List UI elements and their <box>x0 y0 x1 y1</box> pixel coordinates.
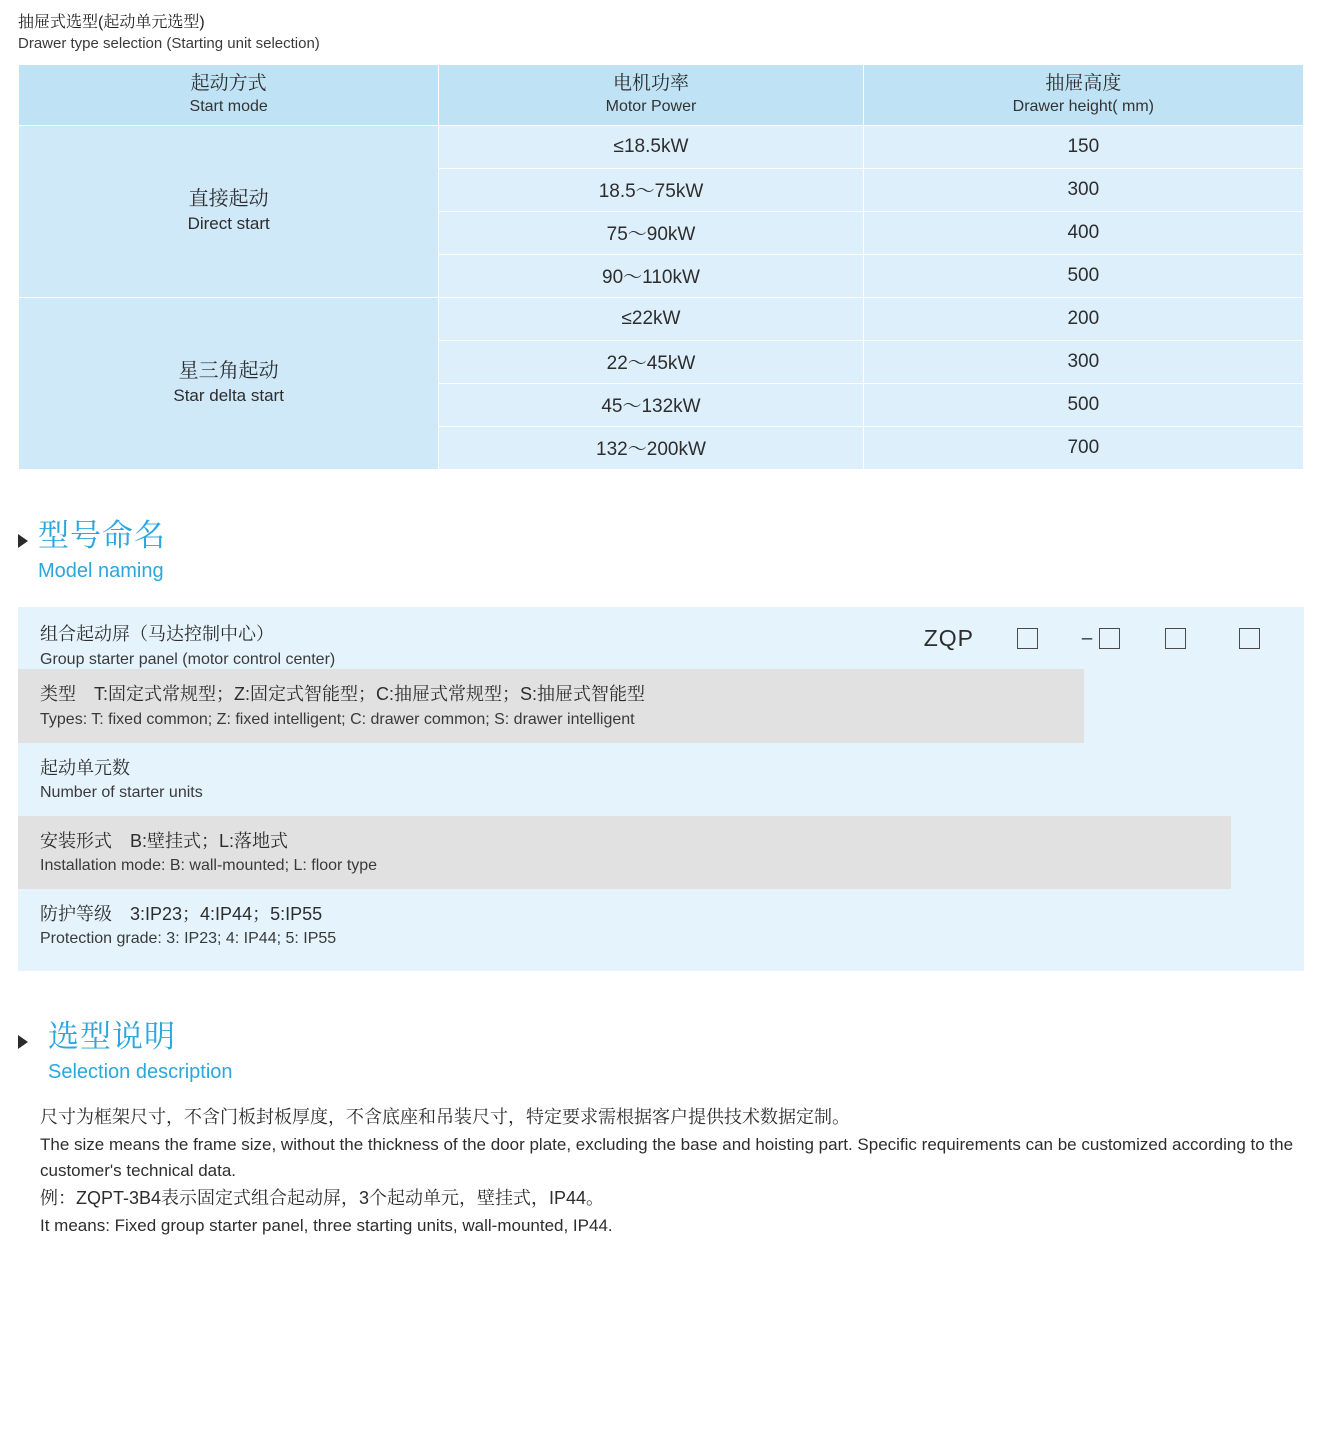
cell-mode-star-delta-cn: 星三角起动 <box>178 360 279 383</box>
header-motor-power-en: Motor Power <box>605 97 697 115</box>
cell-height: 300 <box>863 340 1303 383</box>
model-code-slot-type <box>990 628 1064 649</box>
cell-power: 18.5～75kW <box>439 168 863 211</box>
cell-height: 500 <box>863 383 1303 426</box>
naming-row-units-cn: 起动单元数 <box>40 757 130 778</box>
naming-row-units <box>18 743 1158 816</box>
model-naming-block <box>18 607 1304 970</box>
cell-height: 150 <box>863 125 1303 168</box>
selection-description-text <box>18 1104 1304 1239</box>
model-code-slot-install <box>1138 628 1212 649</box>
cell-height: 500 <box>863 254 1303 297</box>
model-code-slot-protection <box>1212 628 1286 649</box>
triangle-bullet-icon <box>18 1035 28 1049</box>
naming-row-types <box>18 669 1084 742</box>
naming-row-product-en: Group starter panel (motor control center) <box>40 650 336 668</box>
cell-mode-direct-start-en: Direct start <box>187 214 270 234</box>
table-caption-en: Drawer type selection (Starting unit selection) <box>18 34 320 52</box>
cell-height: 700 <box>863 426 1303 469</box>
header-motor-power <box>439 64 863 125</box>
naming-row-types-cn: 类型 T:固定式常规型；Z:固定式智能型；C:抽屉式常规型；S:抽屉式智能型 <box>40 684 646 705</box>
cell-power: ≤18.5kW <box>439 125 863 168</box>
cell-mode-direct-start <box>19 125 439 297</box>
desc-line-1-en: The size means the frame size, without the thickness of the door plate, excluding the base and hoisting part. Specific requirements can be customized according to the customer's technical data. <box>40 1135 1294 1181</box>
section-model-naming-heading <box>18 518 1304 586</box>
naming-row-product-cn: 组合起动屏（马达控制中心） <box>40 624 274 645</box>
cell-power: 132～200kW <box>439 426 863 469</box>
code-box-icon <box>1099 628 1120 649</box>
naming-row-product <box>18 607 1304 669</box>
naming-row-protection-cn: 防护等级 3:IP23；4:IP44；5:IP55 <box>40 904 323 925</box>
cell-power: 75～90kW <box>439 211 863 254</box>
table-header-row <box>19 64 1304 125</box>
naming-row-units-en: Number of starter units <box>40 783 203 801</box>
selection-title-en: Selection description <box>48 1061 233 1084</box>
model-code-prefix: ZQP <box>923 624 974 651</box>
selection-title-cn: 选型说明 <box>48 1018 176 1054</box>
desc-line-1-cn: 尺寸为框架尺寸，不含门板封板厚度，不含底座和吊装尺寸，特定要求需根据客户提供技术数据定制。 <box>40 1107 850 1128</box>
model-code-slot-units <box>1064 625 1138 653</box>
model-code-dash: – <box>1081 627 1093 649</box>
header-drawer-height <box>863 64 1303 125</box>
header-start-mode-en: Start mode <box>189 97 268 115</box>
naming-row-installation-en: Installation mode: B: wall-mounted; L: floor type <box>40 857 378 875</box>
cell-height: 200 <box>863 297 1303 340</box>
section-selection-heading <box>18 1019 1304 1087</box>
desc-line-2-cn: 例：ZQPT-3B4表示固定式组合起动屏，3个起动单元，壁挂式，IP44。 <box>40 1187 605 1208</box>
cell-power: 22～45kW <box>439 340 863 383</box>
table-caption-cn: 抽屉式选型(起动单元选型) <box>18 14 205 31</box>
naming-row-installation <box>18 816 1231 889</box>
table-row <box>19 297 1304 340</box>
naming-row-installation-cn: 安装形式 B:壁挂式；L:落地式 <box>40 831 289 852</box>
header-start-mode-cn: 起动方式 <box>190 73 267 95</box>
cell-power: 45～132kW <box>439 383 863 426</box>
code-box-icon <box>1017 628 1038 649</box>
cell-power: ≤22kW <box>439 297 863 340</box>
naming-row-protection-en: Protection grade: 3: IP23; 4: IP44; 5: IP55 <box>40 930 337 948</box>
code-box-icon <box>1239 628 1260 649</box>
naming-row-types-en: Types: T: fixed common; Z: fixed intelligent; C: drawer common; S: drawer intelligent <box>40 710 635 728</box>
cell-mode-star-delta-en: Star delta start <box>173 386 284 406</box>
header-drawer-height-cn: 抽屉高度 <box>1045 73 1122 95</box>
header-drawer-height-en: Drawer height( mm) <box>1012 97 1154 115</box>
code-box-icon <box>1165 628 1186 649</box>
cell-mode-direct-start-cn: 直接起动 <box>188 188 269 211</box>
naming-row-protection <box>18 889 1304 962</box>
cell-power: 90～110kW <box>439 254 863 297</box>
table-caption <box>18 0 1304 54</box>
header-motor-power-cn: 电机功率 <box>612 73 689 95</box>
cell-mode-star-delta-start <box>19 297 439 469</box>
triangle-bullet-icon <box>18 534 28 548</box>
table-row <box>19 125 1304 168</box>
cell-height: 400 <box>863 211 1303 254</box>
cell-height: 300 <box>863 168 1303 211</box>
drawer-selection-table <box>18 64 1304 470</box>
desc-line-2-en: It means: Fixed group starter panel, three starting units, wall-mounted, IP44. <box>40 1215 613 1235</box>
model-naming-title-en: Model naming <box>38 560 164 583</box>
header-start-mode <box>19 64 439 125</box>
model-naming-title-cn: 型号命名 <box>38 517 166 553</box>
model-code-area <box>924 607 1304 669</box>
